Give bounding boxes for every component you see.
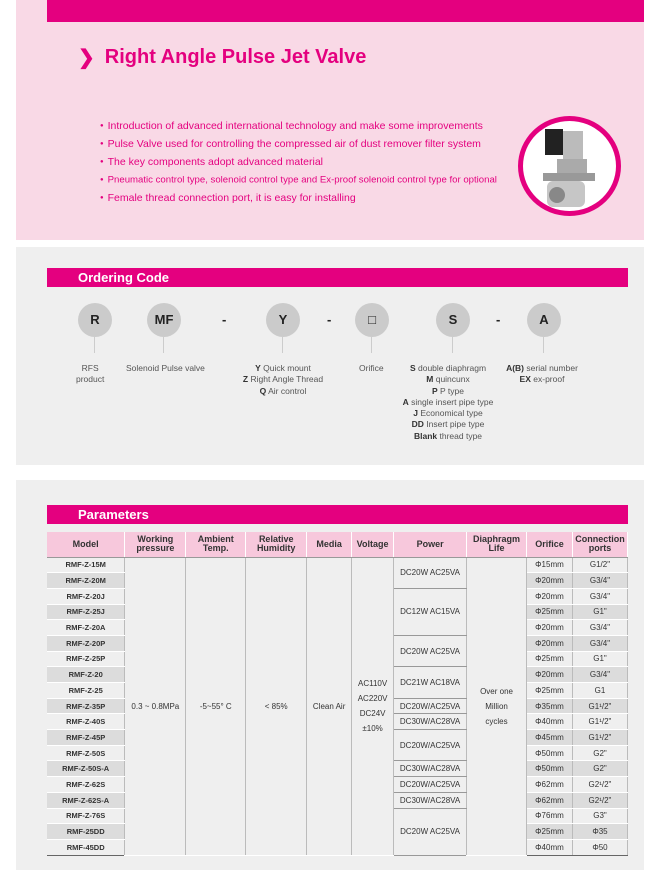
model-cell: RMF-Z-20A	[47, 620, 125, 636]
code-meaning: quincunx	[435, 374, 470, 385]
orifice-cell: Φ35mm	[527, 698, 573, 714]
desc-line	[238, 386, 328, 397]
orifice-cell: Φ25mm	[527, 604, 573, 620]
power-cell: DC20W/AC25VA	[394, 730, 467, 761]
desc-r	[76, 363, 104, 386]
power-cell: DC30W/AC28VA	[394, 792, 467, 808]
connection-cell: G3/4"	[572, 620, 627, 636]
model-cell: RMF-Z-62S-A	[47, 792, 125, 808]
connection-cell: G3/4"	[572, 635, 627, 651]
feature-item: ● Introduction of advanced international technology and make some improvements	[100, 117, 497, 135]
connection-cell: G3/4"	[572, 573, 627, 589]
desc-line	[400, 408, 496, 419]
connection-cell: G1¹/2"	[572, 714, 627, 730]
model-cell: RMF-Z-50S-A	[47, 761, 125, 777]
code-meaning: serial number	[526, 363, 578, 373]
code-meaning: thread type	[439, 430, 483, 441]
orifice-cell: Φ20mm	[527, 620, 573, 636]
orifice-cell: Φ62mm	[527, 777, 573, 793]
column-header: Working pressure	[125, 532, 186, 557]
connection-cell: G1"	[572, 604, 627, 620]
column-header: Connection ports	[572, 532, 627, 557]
desc-line	[400, 363, 496, 374]
power-cell: DC12W AC15VA	[394, 588, 467, 635]
model-cell: RMF-25DD	[47, 824, 125, 840]
orifice-cell: Φ25mm	[527, 824, 573, 840]
diaphragm-life-cell: Over one Million cycles	[467, 557, 527, 855]
voltage-cell: AC110V AC220V DC24V ±10%	[352, 557, 394, 855]
code-meaning: double diaphragm	[417, 363, 487, 373]
code-meaning: P type	[440, 385, 464, 396]
column-header: Media	[307, 532, 352, 557]
model-cell: RMF-Z-25	[47, 683, 125, 699]
code-meaning: ex-proof	[533, 374, 565, 385]
code-letter: M	[426, 374, 434, 385]
power-cell: DC20W AC25VA	[394, 635, 467, 666]
column-header: Voltage	[352, 532, 394, 557]
column-header: Orifice	[527, 532, 573, 557]
connection-cell: G2"	[572, 761, 627, 777]
orifice-cell: Φ25mm	[527, 651, 573, 667]
feature-item: ● Pulse Valve used for controlling the compressed air of dust remover filter system	[100, 135, 497, 153]
desc-line: RFS	[81, 363, 99, 373]
model-cell: RMF-Z-76S	[47, 808, 125, 824]
model-cell: RMF-Z-20M	[47, 573, 125, 589]
code-mf: MF	[147, 303, 181, 337]
connection-cell: G3/4"	[572, 667, 627, 683]
power-cell: DC20W/AC25VA	[394, 777, 467, 793]
code-dash: -	[327, 312, 332, 327]
feature-item: ● The key components adopt advanced material	[100, 153, 497, 171]
model-cell: RMF-Z-20	[47, 667, 125, 683]
feature-list	[100, 117, 497, 207]
code-letter: J	[413, 408, 418, 419]
code-letter: DD	[411, 419, 424, 430]
connection-cell: G1"	[572, 651, 627, 667]
code-letter: Blank	[413, 430, 438, 441]
code-letter: Z	[242, 374, 249, 385]
desc-y	[238, 363, 328, 397]
media-cell: Clean Air	[307, 557, 352, 855]
power-cell: DC20W/AC25VA	[394, 698, 467, 714]
model-cell: RMF-Z-45P	[47, 730, 125, 746]
code-r: R	[78, 303, 112, 337]
code-letter: S	[409, 363, 416, 373]
code-meaning: Economical type	[420, 408, 483, 419]
column-header: Power	[394, 532, 467, 557]
connection-cell: G3/4"	[572, 588, 627, 604]
table-row	[47, 557, 628, 573]
orifice-cell: Φ15mm	[527, 557, 573, 573]
feature-item: ● Pneumatic control type, solenoid control type and Ex-proof solenoid control type for optional	[100, 171, 497, 189]
connection-cell: G3"	[572, 808, 627, 824]
orifice-cell: Φ20mm	[527, 588, 573, 604]
code-letter: EX	[519, 374, 531, 385]
desc-line	[400, 374, 496, 385]
code-meaning: Air control	[268, 385, 307, 396]
orifice-cell: Φ76mm	[527, 808, 573, 824]
parameters-table	[47, 532, 628, 856]
code-orifice: □	[355, 303, 389, 337]
connection-cell: Φ50	[572, 839, 627, 855]
code-s: S	[436, 303, 470, 337]
desc-line	[504, 363, 580, 374]
code-letter: Y	[255, 363, 261, 373]
column-header: Ambient Temp.	[186, 532, 246, 557]
code-letter: A	[402, 396, 409, 407]
desc-line	[238, 374, 328, 385]
desc-a	[504, 363, 580, 386]
desc-line	[400, 419, 496, 430]
chevron-right-icon: ❯	[78, 47, 95, 69]
desc-s	[400, 363, 496, 442]
orifice-cell: Φ40mm	[527, 714, 573, 730]
desc-orifice: Orifice	[359, 363, 384, 373]
orifice-cell: Φ20mm	[527, 635, 573, 651]
power-cell: DC20W AC25VA	[394, 557, 467, 588]
valve-product-image	[518, 116, 621, 216]
model-cell: RMF-Z-35P	[47, 698, 125, 714]
connection-cell: G2"	[572, 745, 627, 761]
connection-cell: G2¹/2"	[572, 777, 627, 793]
power-cell: DC30W/AC28VA	[394, 761, 467, 777]
orifice-cell: Φ40mm	[527, 839, 573, 855]
code-dash: -	[222, 312, 227, 327]
code-letter: P	[432, 385, 438, 396]
connection-cell: Φ35	[572, 824, 627, 840]
desc-mf: Solenoid Pulse valve	[126, 363, 205, 373]
model-cell: RMF-Z-40S	[47, 714, 125, 730]
model-cell: RMF-Z-25J	[47, 604, 125, 620]
model-cell: RMF-Z-20P	[47, 635, 125, 651]
code-meaning: Insert pipe type	[426, 419, 485, 430]
model-cell: RMF-Z-25P	[47, 651, 125, 667]
orifice-cell: Φ50mm	[527, 761, 573, 777]
column-header: Diaphragm Life	[467, 532, 527, 557]
model-cell: RMF-45DD	[47, 839, 125, 855]
column-header: Model	[47, 532, 125, 557]
orifice-cell: Φ45mm	[527, 730, 573, 746]
connection-cell: G1¹/2"	[572, 730, 627, 746]
code-dash: -	[496, 312, 501, 327]
code-letter: Q	[259, 385, 267, 396]
code-meaning: Right Angle Thread	[250, 374, 324, 385]
ordering-code-heading: Ordering Code	[47, 268, 628, 287]
top-accent-bar	[47, 0, 644, 22]
desc-line: product	[76, 374, 105, 385]
pressure-cell: 0.3 ~ 0.8MPa	[125, 557, 186, 855]
model-cell: RMF-Z-20J	[47, 588, 125, 604]
temp-cell: -5~55° C	[186, 557, 246, 855]
power-cell: DC21W AC18VA	[394, 667, 467, 698]
model-cell: RMF-Z-50S	[47, 745, 125, 761]
desc-line	[238, 363, 328, 374]
connection-cell: G2¹/2"	[572, 792, 627, 808]
connection-cell: G1/2"	[572, 557, 627, 573]
title-text: Right Angle Pulse Jet Valve	[104, 46, 367, 68]
desc-line	[400, 397, 496, 408]
desc-line	[400, 386, 496, 397]
feature-item: ● Female thread connection port, it is easy for installing	[100, 189, 497, 207]
desc-line	[504, 374, 580, 385]
orifice-cell: Φ50mm	[527, 745, 573, 761]
humidity-cell: < 85%	[246, 557, 307, 855]
column-header: Relative Humidity	[246, 532, 307, 557]
page-title	[78, 45, 366, 70]
code-letter: A(B)	[506, 363, 525, 373]
code-y: Y	[266, 303, 300, 337]
orifice-cell: Φ25mm	[527, 683, 573, 699]
connection-cell: G1¹/2"	[572, 698, 627, 714]
power-cell: DC30W/AC28VA	[394, 714, 467, 730]
code-meaning: single insert pipe type	[411, 396, 494, 407]
orifice-cell: Φ62mm	[527, 792, 573, 808]
model-cell: RMF-Z-62S	[47, 777, 125, 793]
power-cell: DC20W AC25VA	[394, 808, 467, 855]
connection-cell: G1	[572, 683, 627, 699]
parameters-heading: Parameters	[47, 505, 628, 524]
orifice-cell: Φ20mm	[527, 667, 573, 683]
model-cell: RMF-Z-15M	[47, 557, 125, 573]
code-meaning: Quick mount	[263, 363, 311, 373]
orifice-cell: Φ20mm	[527, 573, 573, 589]
code-a: A	[527, 303, 561, 337]
desc-line	[400, 431, 496, 442]
